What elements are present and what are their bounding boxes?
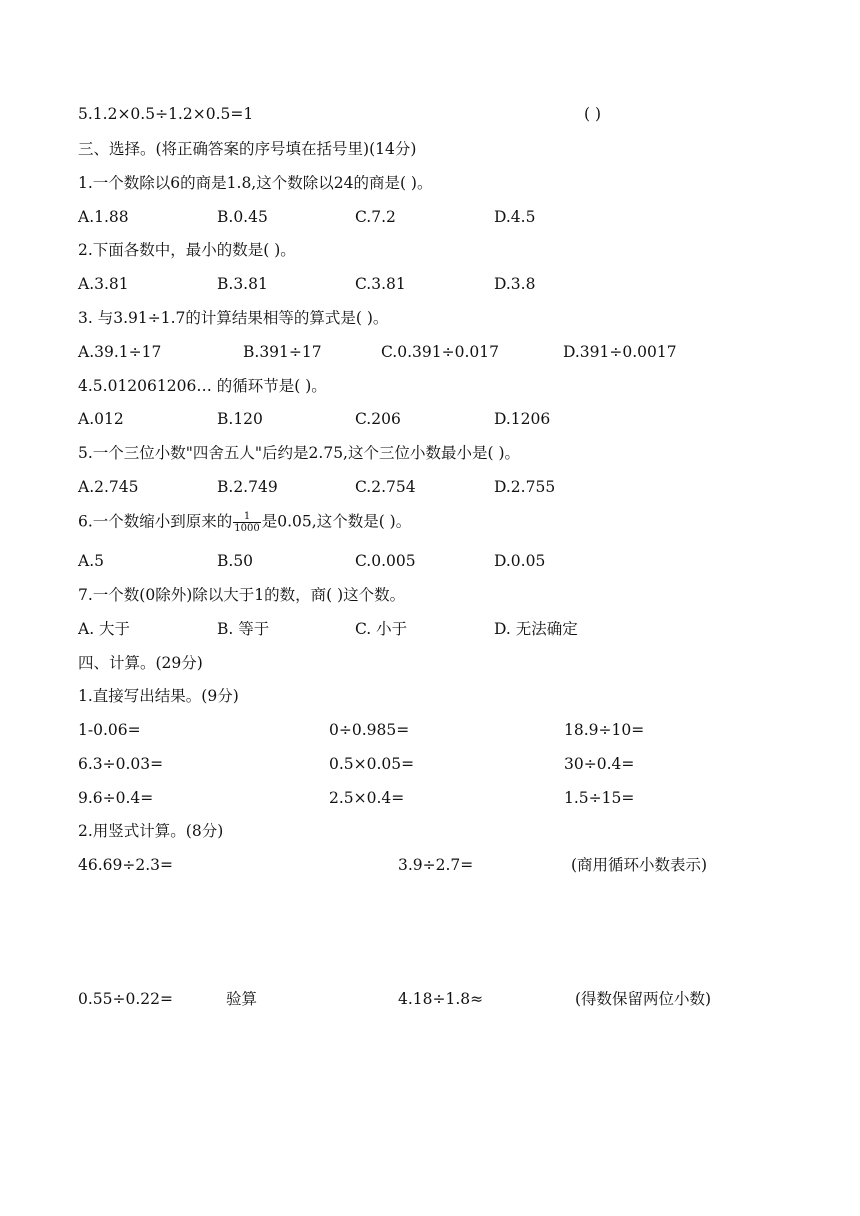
option-d: D.391÷0.0017 [563,343,677,361]
option-b: B.50 [217,552,254,570]
option-c: C.0.005 [355,552,416,570]
option-a: A.1.88 [78,208,129,226]
option-d: D.0.05 [494,552,546,570]
question-3: 3. 与3.91÷1.7的计算结果相等的算式是( )。 [78,309,389,327]
option-a: A.2.745 [78,478,139,496]
calc-note: (商用循环小数表示) [571,856,708,874]
question-4: 4.5.012061206… 的循环节是( )。 [78,377,327,395]
option-a: A. 大于 [78,620,131,638]
calc-item: 9.6÷0.4= [78,789,154,807]
option-d: D. 无法确定 [494,620,578,638]
option-a: A.39.1÷17 [78,343,162,361]
calc-item: 6.3÷0.03= [78,755,164,773]
part-1-heading: 1.直接写出结果。(9分) [78,687,239,705]
calc-item: 0÷0.985= [329,721,410,739]
option-d: D.4.5 [494,208,536,226]
question-6-text-after: 是0.05,这个数是( )。 [261,512,412,531]
calc-item: 1-0.06= [78,721,141,739]
option-b: B.120 [217,410,263,428]
option-a: A.012 [78,410,124,428]
question-7: 7.一个数(0除外)除以大于1的数，商( )这个数。 [78,586,406,604]
question-5: 5.一个三位小数"四舍五人"后约是2.75,这个三位小数最小是( )。 [78,444,521,462]
option-d: D.3.8 [494,275,536,293]
calc-note: (得数保留两位小数) [575,990,712,1008]
option-b: B.2.749 [217,478,278,496]
option-c: C.2.754 [355,478,416,496]
vertical-calc-item: 3.9÷2.7= [398,856,474,874]
vertical-calc-item: 4.18÷1.8≈ [398,990,484,1008]
option-c: C. 小于 [355,620,408,638]
option-c: C.7.2 [355,208,396,226]
option-c: C.3.81 [355,275,406,293]
option-d: D.2.755 [494,478,556,496]
calc-item: 30÷0.4= [564,755,635,773]
question-6 [78,511,411,534]
answer-parentheses: ( ) [584,105,602,123]
option-c: C.206 [355,410,401,428]
option-b: B. 等于 [217,620,270,638]
part-2-heading: 2.用竖式计算。(8分) [78,822,224,840]
option-b: B.0.45 [217,208,268,226]
option-c: C.0.391÷0.017 [381,343,499,361]
question-6-text-before: 6.一个数缩小到原来的 [78,512,233,531]
question-2: 2.下面各数中，最小的数是( )。 [78,241,296,259]
fraction-numerator: 1 [233,511,260,523]
section-3-heading: 三、选择。(将正确答案的序号填在括号里)(14分) [78,140,417,158]
vertical-calc-item: 0.55÷0.22= [78,990,173,1008]
vertical-calc-item: 46.69÷2.3= [78,856,173,874]
calc-item: 0.5×0.05= [329,755,415,773]
fraction [233,511,260,534]
check-label: 验算 [226,990,258,1008]
calc-item: 2.5×0.4= [329,789,405,807]
fraction-denominator: 1000 [234,523,260,534]
option-b: B.391÷17 [243,343,322,361]
option-b: B.3.81 [217,275,268,293]
calc-item: 1.5÷15= [564,789,635,807]
judge-item-5: 5.1.2×0.5÷1.2×0.5=1 [78,105,254,123]
option-a: A.5 [78,552,104,570]
question-1: 1.一个数除以6的商是1.8,这个数除以24的商是( )。 [78,174,433,192]
option-d: D.1206 [494,410,551,428]
section-4-heading: 四、计算。(29分) [78,654,203,672]
calc-item: 18.9÷10= [564,721,645,739]
option-a: A.3.81 [78,275,129,293]
